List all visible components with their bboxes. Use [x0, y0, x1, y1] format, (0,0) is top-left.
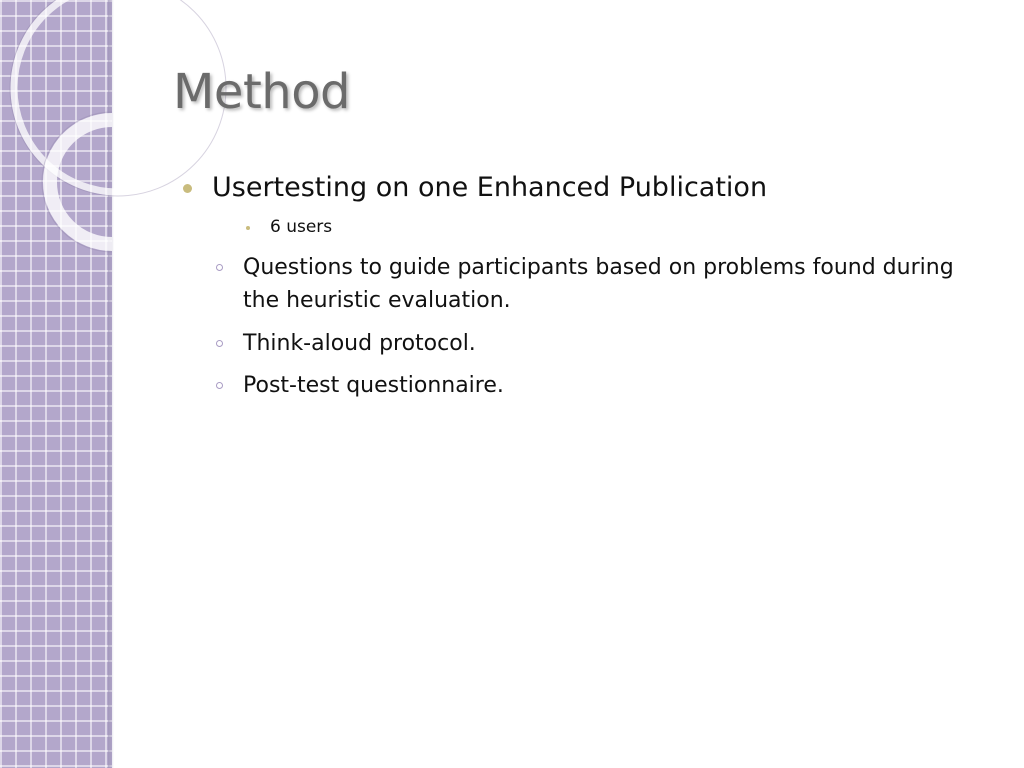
sub-bullet-dot-icon	[246, 226, 250, 230]
bullet-item-questions-line-2: the heuristic evaluation.	[243, 288, 511, 313]
bullet-item-think-aloud: Think-aloud protocol.	[243, 331, 476, 356]
bullet-dot-icon	[183, 184, 192, 193]
ring-bullet-icon	[216, 340, 223, 347]
bullet-item-users: 6 users	[270, 217, 333, 237]
bullet-item-usertesting: Usertesting on one Enhanced Publication	[212, 172, 768, 203]
bullet-item-questions-line-1: Questions to guide participants based on problems found during	[243, 255, 954, 280]
slide-title: Method	[173, 64, 351, 120]
ring-bullet-icon	[216, 264, 223, 271]
bullet-item-post-test: Post-test questionnaire.	[243, 373, 504, 398]
ring-bullet-icon	[216, 382, 223, 389]
